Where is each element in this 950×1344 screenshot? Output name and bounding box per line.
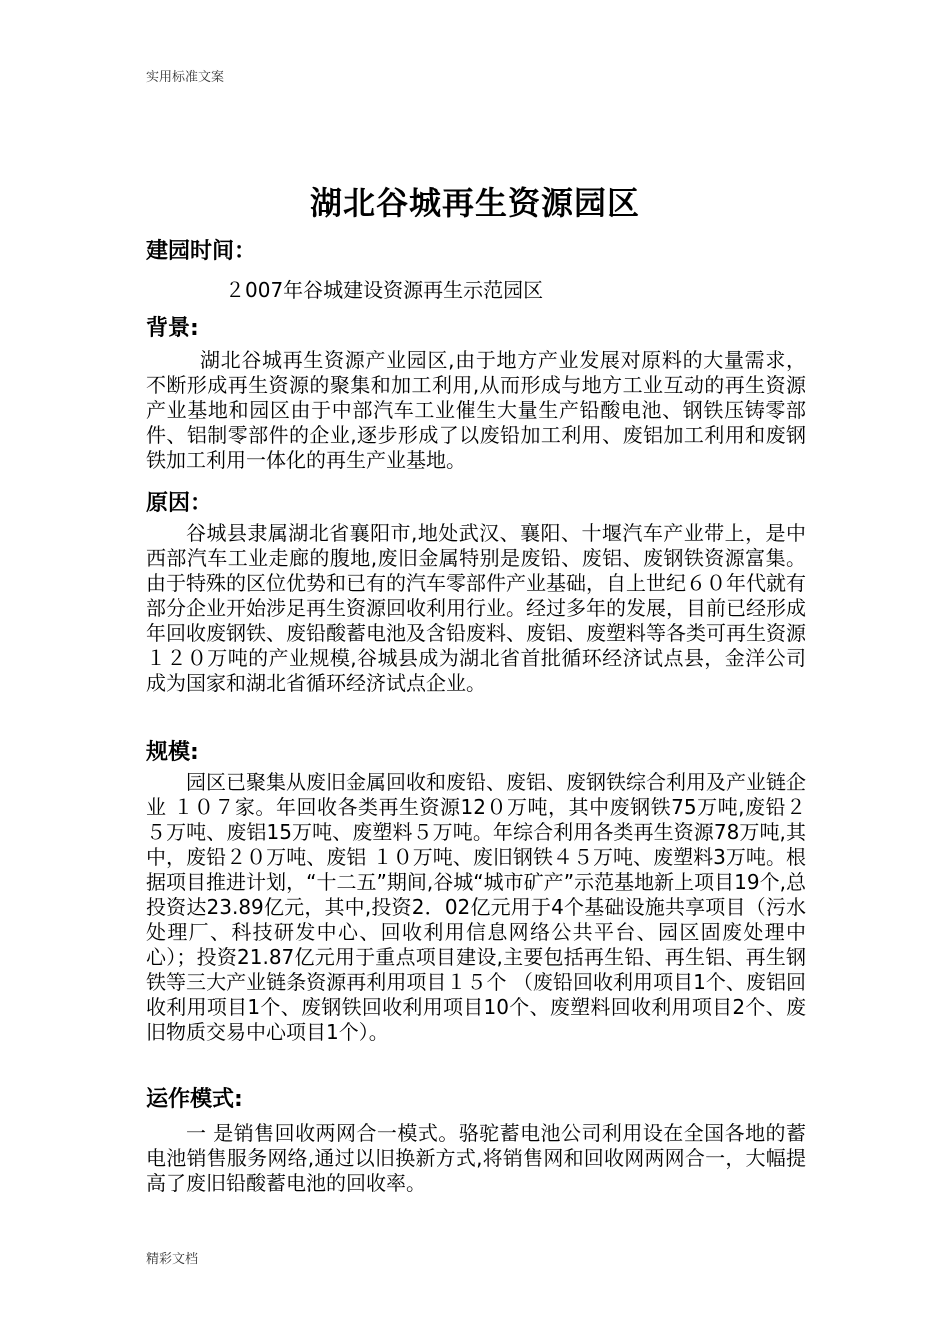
operation-paragraph: 一 是销售回收两网合一模式。骆驼蓄电池公司利用设在全国各地的蓄电池销售服务网络,通过以旧换新方式,将销售网和回收网两网合一，大幅提高了废旧铅酸蓄电池的回收率。 [146, 1121, 806, 1195]
heading-operation: 运作模式: [146, 1087, 243, 1112]
footer-note: 精彩文档 [146, 1252, 199, 1267]
heading-reason: 原因： [146, 491, 213, 516]
page-title: 湖北谷城再生资源园区 [309, 184, 640, 222]
heading-background: 背景: [146, 316, 199, 341]
heading-scale: 规模: [146, 740, 199, 765]
scale-paragraph: 园区已聚集从废旧金属回收和废铅、废铝、废钢铁综合利用及产业链企业 １０７家。年回收各类再生资源12０万吨，其中废钢铁75万吨,废铅２５万吨、废铝15万吨、废塑料５万吨。年综合利用各类再生资源78万吨,其中，废铅２０万吨、废铝 １０万吨、废旧钢铁４５万吨、废塑料3万吨。根据项目推进计划，“十二五”期间,谷城“城市矿产”示范基地新上项目19个,总投资达23.89亿元，其中,投资2．02亿元用于4个基础设施共享项目（污水处理厂、科技研发中心、回收利用信息网络公共平台、园区固废处理中心）；投资21.87亿元用于重点项目建设,主要包括再生铅、再生铝、再生钢铁等三大产业链条资源再利用项目１５个 （废铅回收利用项目1个、废铝回收利用项目1个、废钢铁回收利用项目10个、废塑料回收利用项目2个、废旧物质交易中心项目1个）。 [146, 770, 806, 1044]
heading-established: 建园时间： [146, 239, 257, 264]
header-note: 实用标准文案 [146, 70, 225, 85]
established-text: ２007年谷城建设资源再生示范园区 [225, 278, 544, 302]
reason-paragraph: 谷城县隶属湖北省襄阳市,地处武汉、襄阳、十堰汽车产业带上，是中西部汽车工业走廊的腹地,废旧金属特别是废铅、废铝、废钢铁资源富集。由于特殊的区位优势和已有的汽车零部件产业基础，自上世纪６０年代就有部分企业开始涉足再生资源回收利用行业。经过多年的发展，目前已经形成年回收废钢铁、废铅酸蓄电池及含铅废料、废铝、废塑料等各类可再生资源１２０万吨的产业规模,谷城县成为湖北省首批循环经济试点县，金洋公司成为国家和湖北省循环经济试点企业。 [146, 521, 806, 695]
background-paragraph: 湖北谷城再生资源产业园区,由于地方产业发展对原料的大量需求，不断形成再生资源的聚集和加工利用,从而形成与地方工业互动的再生资源产业基地和园区由于中部汽车工业催生大量生产铅酸电池、钢铁压铸零部件、铝制零部件的企业,逐步形成了以废铅加工利用、废铝加工利用和废钢铁加工利用一体化的再生产业基地。 [146, 348, 806, 472]
